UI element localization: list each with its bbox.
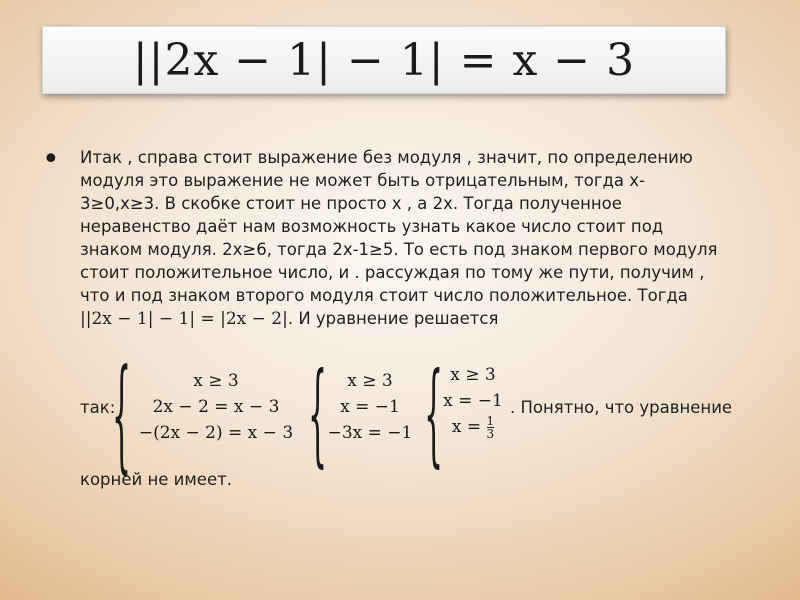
solution-prefix: так: bbox=[80, 398, 116, 417]
paragraph-line: 3≥0,x≥3. В скобке стоит не просто x , а 2x. Тогда полученное bbox=[80, 194, 622, 213]
formula-suffix: . И уравнение решается bbox=[287, 309, 499, 328]
solution-suffix: . Понятно, что уравнение bbox=[510, 398, 733, 417]
fraction-one-third bbox=[487, 415, 495, 440]
paragraph-line: Итак , справа стоит выражение без модуля , значит, по определению bbox=[80, 148, 693, 167]
system2-row: x = −1 bbox=[340, 397, 400, 417]
system3-row: x = $\frac{1}{3}$ bbox=[451, 414, 495, 441]
system-2 bbox=[318, 368, 422, 446]
system1-row: 2x − 2 = x − 3 bbox=[152, 397, 280, 417]
title-box bbox=[42, 26, 726, 94]
system2-row: x ≥ 3 bbox=[347, 371, 393, 391]
paragraph-line: знаком модуля. 2x≥6, тогда 2x-1≥5. То есть под знаком первого модуля bbox=[80, 240, 718, 259]
system1-row: −(2x − 2) = x − 3 bbox=[138, 423, 294, 443]
system3-row: x = −1 bbox=[443, 391, 503, 411]
system2-brace: { bbox=[308, 352, 328, 482]
reduced-equation: ||2x − 1| − 1| = |2x − 2| bbox=[80, 309, 288, 329]
fraction-numerator: 1 bbox=[486, 414, 495, 428]
explanation-paragraph bbox=[80, 146, 770, 331]
paragraph-line: неравенство даёт нам возможность узнать какое число стоит под bbox=[80, 217, 664, 236]
system2-row: −3x = −1 bbox=[327, 423, 413, 443]
paragraph-line: модуля это выражение не может быть отрицательным, тогда x- bbox=[80, 171, 645, 190]
system1-brace: { bbox=[112, 346, 132, 490]
conclusion-text: корней не имеет. bbox=[80, 470, 232, 489]
system1-row: x ≥ 3 bbox=[193, 371, 239, 391]
bullet-point: • bbox=[42, 142, 60, 177]
paragraph-formula-line bbox=[80, 307, 770, 331]
system3-brace: { bbox=[424, 352, 444, 482]
system-1 bbox=[124, 368, 308, 446]
system3-row: x ≥ 3 bbox=[450, 365, 496, 385]
paragraph-line: что и под знаком второго модуля стоит число положительное. Тогда bbox=[80, 286, 688, 305]
paragraph-line: стоит положительное число, и . рассуждая по тому же пути, получим , bbox=[80, 263, 705, 282]
title-equation: ||2x − 1| − 1| = x − 3 bbox=[132, 34, 636, 86]
fraction-denominator: 3 bbox=[486, 427, 495, 441]
system-3 bbox=[436, 362, 510, 440]
